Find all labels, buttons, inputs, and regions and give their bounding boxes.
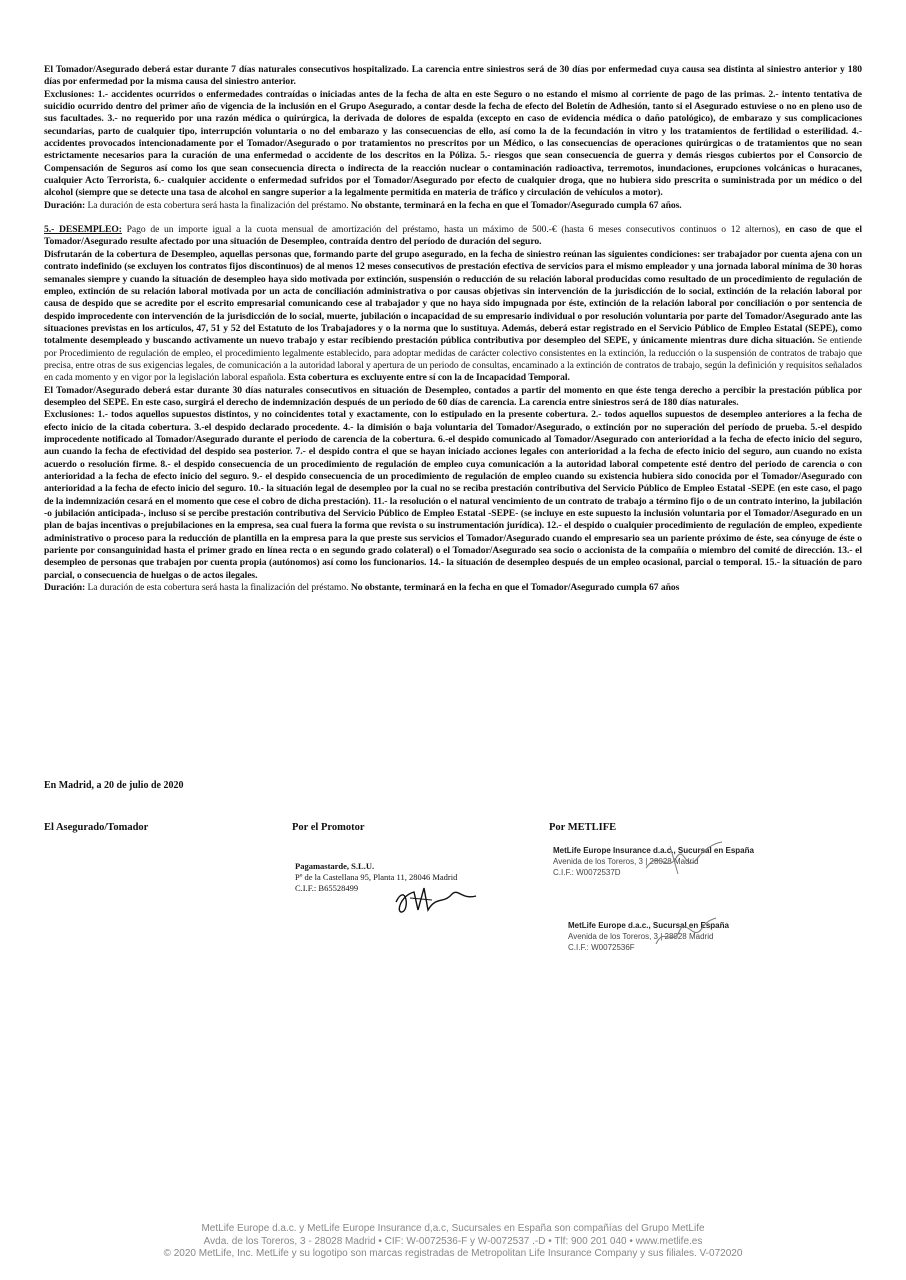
- footer-line-companies: MetLife Europe d.a.c. y MetLife Europe Insurance d,a.c, Sucursales en España son compañías del Grupo MetLife: [201, 1223, 705, 1234]
- place-and-date: En Madrid, a 20 de julio de 2020: [44, 780, 184, 791]
- unemployment-exclusions: Exclusiones: 1.- todos aquellos supuestos distintos, y no coincidentes total y exactamente, con lo estipulado en la presente cobertura. 2.- todos aquellos supuestos de desempleo anteriores a la fecha de efecto inicio de la citada cobertura. 3.-el despido declarado procedente. 4.- la dimisión o baja voluntaria del Tomador/Asegurado, o extinción por no superación del período de prueba. 5.-el despido improcedente notificado al Tomador/Asegurado durante el periodo de carencia de la cobertura. 6.-el despido comunicado al Tomador/Asegurado con anterioridad a la fecha de efecto inicio del seguro, aun cuando la fecha de efectividad del despido sea posterior. 7.- el despido contra el que se hayan iniciado acciones legales con anterioridad a la fecha de efecto inicio del seguro, aun cuando no exista acuerdo o resolución firme. 8.- el despido consecuencia de un procedimiento de regulación de empleo cuya comunicación a la autoridad laboral competente esté dentro del periodo de carencia o con anterioridad a la fecha de efecto inicio del seguro. 9.- el despido consecuencia de un procedimiento de regulación de empleo cuando su existencia hubiera sido conocida por el Tomador/Asegurado con anterioridad a la fecha de efecto inicio del seguro. 10.- la situación legal de desempleo por la cual no se reciba prestación contributiva del Servicio Público de Empleo Estatal -SEPE (en este caso, el pago de la indemnización cesará en el momento que cese el cobro de dicha prestación). 11.- la resolución o el natural vencimiento de un contrato de trabajo a término fijo o de un contrato interino, la jubilación -o jubilación anticipada-, incluso si se percibe prestación contributiva del Servicio Público de Empleo Estatal -SEPE- (se incluye en este supuesto la inclusión voluntaria por el Tomador/Asegurado en un plan de bajas incentivas o prejubilaciones en la empresa, sea cual fuera la forma que revista o su instrumentación jurídica). 12.- el despido o cualquier procedimiento de regulación de empleo, expediente administrativo o proceso para la reducción de plantilla en la empresa para la que preste sus servicios el Tomador/Asegurado cuando el empresario sea un pariente próximo de éste, sea cónyuge de éste o pariente por consanguinidad hasta el primer grado en línea recta o en segundo grado colateral) o el Tomador/Asegurado sea socio o accionista de la compañía o miembro del comité de dirección. 13.- el desempleo de personas que trabajen por cuenta propia (autónomos) así como los funcionarios. 14.- la situación de desempleo después de un empleo ocasional, parcial o temporal. 15.- la situación de paro parcial, o consecuencia de huelgas o de actos ilegales.: [44, 409, 862, 581]
- coverage-4-exclusions: Exclusiones: 1.- accidentes ocurridos o enfermedades contraídas o iniciadas antes de la fecha de alta en este Seguro o no estando el mismo al corriente de pago de las primas. 2.- intento tentativa de suicidio ocurrido dentro del primer año de vigencia de la inclusión en el Grupo Asegurado, a contar desde la fecha de efecto del Boletín de Adhesión, tanto si el Asegurado estuviese o no en pleno uso de sus facultades. 3.- no requerido por una razón médica o quirúrgica, la derivada de dolores de espalda (excepto en caso de evidencia médica o daño patológico), de embarazo y sus complicaciones secundarias, parto de cualquier tipo, interrupción voluntaria o no del embarazo y las consecuencias de ello, así como la de la fecundación in vitro y los tratamientos de fertilidad o esterilidad. 4.- accidentes provocados intencionadamente por el Tomador/Asegurado o por tratamientos no prescritos por un Médico, o las consecuencias de operaciones quirúrgicas o de tratamientos que no sean estrictamente necesarios para la curación de una enfermedad o accidente de los descritos en la Póliza. 5.- riesgos que sean consecuencia de guerra y demás riesgos cubiertos por el Consorcio de Compensación de Seguros así como los que sean consecuencia directa o indirecta de la reacción nuclear o contaminación radioactiva, terremotos, inundaciones, erupciones volcánicas o huracanes, cualquier Acto Terrorista, 6.- cualquier accidente o enfermedad sufridos por el Tomador/Asegurado por efecto de cualquier droga, que no hubiera sido prescrita o suministrada por un médico o del alcohol (siempre que se detecte una tasa de alcohol en sangre superior a la legalmente permitida en materia de tráfico y circulación de vehículos a motor).: [44, 88, 862, 199]
- metlife-insurance-address: Avenida de los Toreros, 3 | 28028 Madrid: [553, 857, 699, 866]
- metlife-signature-label: Por METLIFE: [549, 822, 617, 833]
- exclusive-coverage-note: Esta cobertura es excluyente entre sí con la de Incapacidad Temporal.: [285, 372, 570, 384]
- metlife-europe-address: Avenida de los Toreros, 3 | 28028 Madrid: [568, 932, 714, 941]
- promoter-cif: C.I.F.: B65528499: [295, 883, 359, 893]
- metlife-insurance-cif: C.I.F.: W0072537D: [553, 868, 621, 877]
- insured-signature-label: El Asegurado/Tomador: [44, 822, 149, 833]
- legal-footer: [0, 1223, 906, 1261]
- unemployment-payment: Pago de un importe igual a la cuota mensual de amortización del préstamo, hasta un máximo de 500.-€ (hasta 6 meses consecutivos continuos o 12 alternos),: [121, 224, 781, 236]
- duration-label: Duración:: [44, 199, 86, 211]
- hospitalization-requirement: El Tomador/Asegurado deberá estar durante 7 días naturales consecutivos hospitalizado. La carencia entre siniestros será de 30 días por enfermedad cuya causa sea distinta al siniestro anterior y 180 días por enfermedad por la misma causa del siniestro anterior.: [44, 64, 862, 88]
- promoter-signature-icon: [392, 880, 482, 916]
- unemployment-condition: en caso de que el Tomador/Asegurado resulte afectado por una situación de Desempleo, contraída dentro del período de duración del seguro.: [44, 224, 863, 248]
- eligibility-conditions: Disfrutarán de la cobertura de Desempleo, aquellas personas que, formando parte del grupo asegurado, en la fecha de siniestro reúnan las siguientes condiciones: ser trabajador por cuenta ajena con un contrato indefinido (se excluyen los contratos fijos discontinuos) de al menos 12 meses consecutivos de prestación efectiva de servicios para el mismo empleador y una jornada laboral mínima de 30 horas semanales siempre y cuando la situación de desempleo haya sido motivada por extinción, suspensión o reducción de su relación laboral producidas como resultado de un procedimiento de regulación de empleo, extinción de su relación laboral motivada por un acta de conciliación administrativa o por causas objetivas sin intervención de la jurisdicción de lo social, extinción de la relación laboral por causa de despido que se acredite por el escrito empresarial comunicando cese al trabajador y que no haya sido impugnada por éste, extinción de la relación laboral por conciliación o por sentencia de despido improcedente con intervención de la jurisdicción de lo social, muerte, jubilación o incapacidad de su empresario individual o por resolución voluntaria por parte del Tomador/Asegurado ante las situaciones previstas en los artículos, 47, 51 y 52 del Estatuto de los Trabajadores y o la norma que lo sustituya. Además, deberá estar registrado en el Servicio Público de Empleo Estatal (SEPE), como totalmente desempleado y buscando activamente un nuevo trabajo y estar recibiendo prestación pública contributiva por desempleo del SEPE, y únicamente mientras dure dicha situación.: [44, 248, 862, 347]
- policy-conditions: [44, 64, 862, 594]
- promoter-company-name: Pagamastarde, S.L.U.: [295, 861, 375, 871]
- footer-line-address: Avda. de los Toreros, 3 - 28028 Madrid • CIF: W-0072536-F y W-0072537 .-D • Tlf: 900 201 040 • www.metlife.es: [203, 1235, 703, 1247]
- coverage-4-duration: [44, 200, 862, 212]
- duration-limit: No obstante, terminará en la fecha en que el Tomador/Asegurado cumpla 67 años: [348, 582, 680, 594]
- duration-text: La duración de esta cobertura será hasta la finalización del préstamo.: [85, 582, 349, 594]
- metlife-signature-1-icon: [640, 838, 730, 878]
- unemployment-duration: [44, 582, 862, 594]
- metlife-europe-cif: C.I.F.: W0072536F: [568, 943, 635, 952]
- unemployment-eligibility: [44, 249, 862, 385]
- metlife-europe-name: MetLife Europe d.a.c., Sucursal en España: [568, 921, 729, 930]
- ere-definition: Se entiende por Procedimiento de regulación de empleo, el procedimiento legalmente establecido, para adoptar medidas de carácter colectivo consistentes en la extinción, la reducción o la suspensión de contratos de trabajo que precisa, entre otras de sus exigencias legales, de comunicación a la autoridad laboral y apertura de un periodo de consultas, encaminado a la extinción de contratos de trabajo, según la definición y requisitos señalados en cada momento y en vigor por la legislación laboral española.: [44, 335, 862, 384]
- duration-limit: No obstante, terminará en la fecha en que el Tomador/Asegurado cumpla 67 años.: [348, 199, 682, 211]
- unemployment-title: 5.- DESEMPLEO:: [44, 224, 122, 236]
- footer-line-copyright: © 2020 MetLife, Inc. MetLife y su logotipo son marcas registradas de Metropolitan Life Insurance Company y sus filiales. V-072020: [163, 1248, 743, 1259]
- promoter-signature-label: Por el Promotor: [292, 822, 365, 833]
- metlife-signature-2-icon: [650, 912, 720, 952]
- duration-label: Duración:: [44, 582, 86, 594]
- unemployment-waiting-period: El Tomador/Asegurado deberá estar durante 30 días naturales consecutivos en situación de Desempleo, contados a partir del momento en que éste tenga derecho a percibir la prestación pública por desempleo del SEPE. En este caso, surgirá el derecho de indemnización después de un periodo de 60 días de carencia. La carencia entre siniestros será de 180 días naturales.: [44, 384, 862, 408]
- promoter-address: Pº de la Castellana 95, Planta 11, 28046 Madrid: [295, 872, 458, 882]
- unemployment-intro: [44, 224, 862, 249]
- duration-text: La duración de esta cobertura será hasta la finalización del préstamo.: [85, 199, 349, 211]
- metlife-insurance-name: MetLife Europe Insurance d.a.c., Sucursal en España: [553, 846, 754, 855]
